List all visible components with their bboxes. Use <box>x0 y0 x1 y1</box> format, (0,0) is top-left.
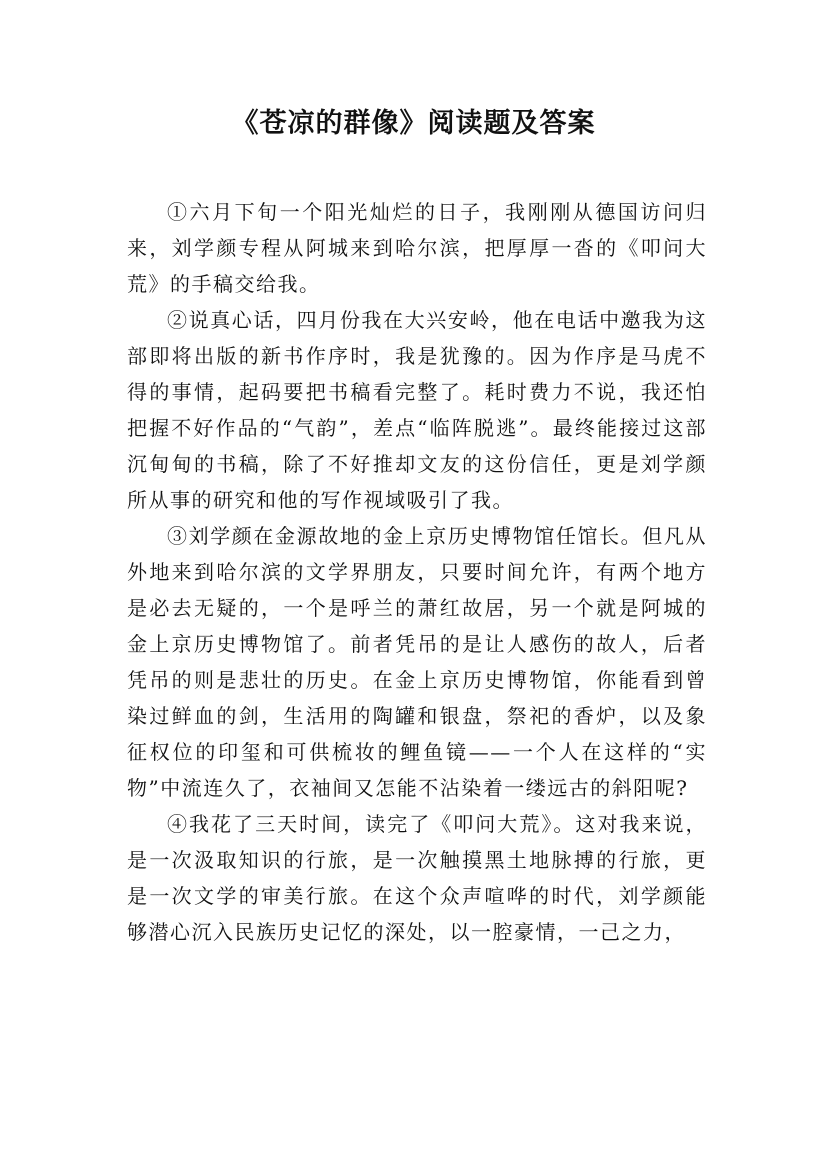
document-body <box>127 194 707 950</box>
paragraph-4: ④我花了三天时间，读完了《叩问大荒》。这对我来说，是一次汲取知识的行旅，是一次触摸黑土地脉搏的行旅，更是一次文学的审美行旅。在这个众声喧哗的时代，刘学颜能够潜心沉入民族历史记忆的深处，以一腔豪情，一己之力， <box>127 812 707 944</box>
paragraph-2: ②说真心话，四月份我在大兴安岭，他在电话中邀我为这部即将出版的新书作序时，我是犹豫的。因为作序是马虎不得的事情，起码要把书稿看完整了。耗时费力不说，我还怕把握不好作品的“气韵”，差点“临阵脱逃”。最终能接过这部沉甸甸的书稿，除了不好推却文友的这份信任，更是刘学颜所从事的研究和他的写作视域吸引了我。 <box>127 308 707 512</box>
document-title: 《苍凉的群像》阅读题及答案 <box>231 108 596 139</box>
paragraph-1: ①六月下旬一个阳光灿烂的日子，我刚刚从德国访问归来，刘学颜专程从阿城来到哈尔滨，把厚厚一沓的《叩问大荒》的手稿交给我。 <box>127 200 707 296</box>
paragraph-3: ③刘学颜在金源故地的金上京历史博物馆任馆长。但凡从外地来到哈尔滨的文学界朋友，只要时间允许，有两个地方是必去无疑的，一个是呼兰的萧红故居，另一个就是阿城的金上京历史博物馆了。前者凭吊的是让人感伤的故人，后者凭吊的则是悲壮的历史。在金上京历史博物馆，你能看到曾染过鲜血的剑，生活用的陶罐和银盘，祭祀的香炉，以及象征权位的印玺和可供梳妆的鲤鱼镜——一个人在这样的“实物”中流连久了，衣袖间又怎能不沾染着一缕远古的斜阳呢? <box>127 524 707 800</box>
